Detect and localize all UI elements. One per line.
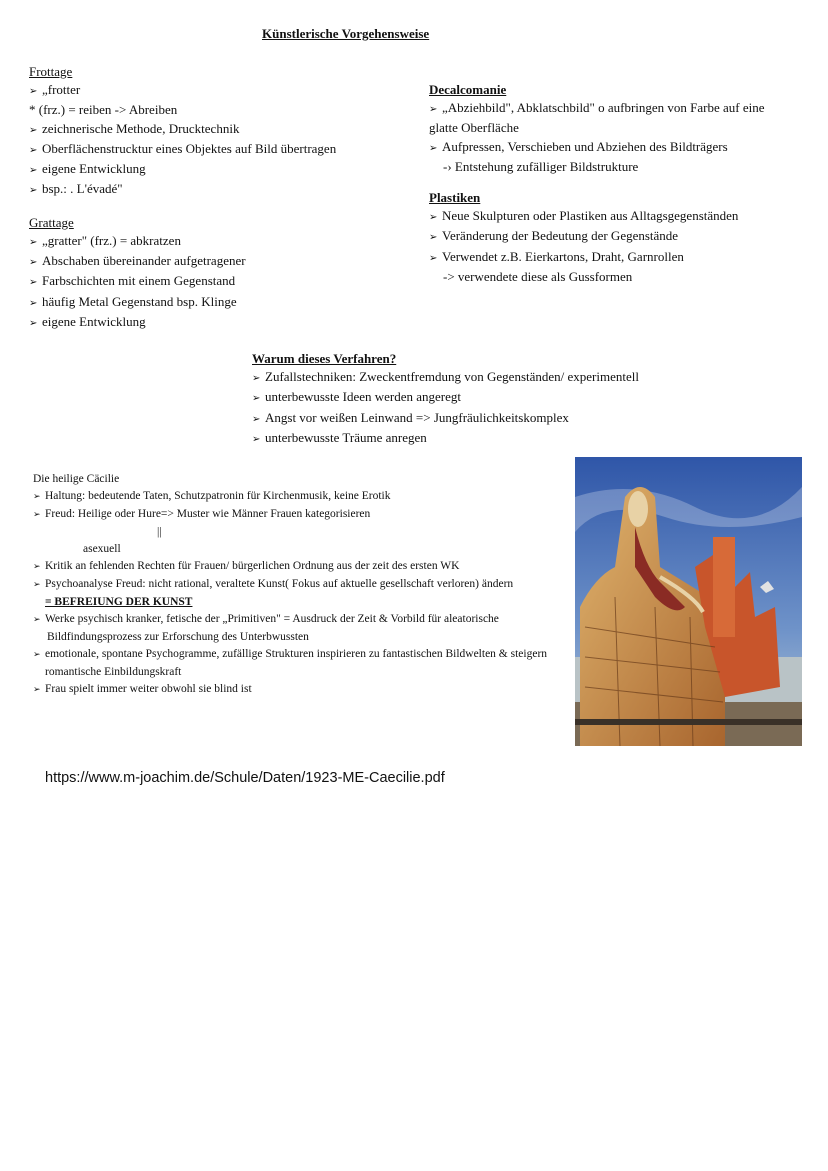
arrow-bullet-icon: ➢ [429,212,438,224]
list-item [429,158,809,176]
list-item [252,409,639,429]
painting-image [575,457,802,746]
list-item [29,272,409,292]
asexuell-label: asexuell [83,543,121,555]
arrow-bullet-icon: ➢ [252,413,261,425]
list-item: ➢ Freud: Heilige oder Hure=> Muster wie Männer Frauen kategorisieren [33,506,563,524]
list-item-text: Abschaben übereinander aufgetragener [42,253,246,269]
list-item: ➢ Werke psychisch kranker, fetische der „Primitiven" = Ausdruck der Zeit & Vorbild für aleatorische [33,611,563,629]
list-item [29,252,409,272]
page-title: Künstlerische Vorgehensweise [262,26,430,41]
why-heading: Warum dieses Verfahren? [252,351,397,366]
left-column [29,64,409,333]
arrow-bullet-icon: ➢ [29,317,38,329]
list-item-text: eigene Entwicklung [42,161,146,177]
arrow-bullet-icon: ➢ [29,144,38,156]
list-item-text: unterbewusste Ideen werden angeregt [265,389,461,405]
list-item-text: Neue Skulpturen oder Plastiken aus Alltagsgegenständen [442,208,739,224]
list-item-text: Veränderung der Bedeutung der Gegenstände [442,228,679,244]
grattage-heading: Grattage [29,214,74,230]
list-item-text: unterbewusste Träume anregen [265,429,427,445]
list-item [29,140,409,160]
arrow-bullet-icon: ➢ [429,104,438,115]
list-item-text: Angst vor weißen Leinwand => Jungfräulichkeitskomplex [265,409,569,425]
list-item-text: „Abziehbild", Abklatschbild" o aufbringen von Farbe auf eine [442,100,765,115]
plastiken-heading: Plastiken [429,190,481,206]
arrow-bullet-icon: ➢ [29,236,38,248]
list-item-text: „gratter" (frz.) = abkratzen [42,232,181,248]
list-item: ➢ emotionale, spontane Psychogramme, zufällige Strukturen inspirieren zu fantastischen Bildwelten & steigern [33,646,563,664]
list-item: ➢ Frau spielt immer weiter obwohl sie blind ist [33,681,563,699]
list-item [29,120,409,140]
frottage-heading: Frottage [29,64,73,79]
list-item [429,227,809,247]
list-item [252,388,639,408]
frottage-list [29,81,409,201]
list-item [252,368,639,388]
list-item-continuation: Bildfindungsprozess zur Erforschung des Unterbwussten [47,631,309,643]
list-item [29,293,409,313]
list-item [429,138,809,158]
list-item [429,207,809,227]
arrow-bullet-icon: ➢ [33,510,41,520]
caecilia-heading: Die heilige Cäcilie [33,473,120,485]
list-item: ➢ Kritik an fehlenden Rechten für Frauen/ bürgerlichen Ordnung aus der zeit des ersten WK [33,558,563,576]
arrow-bullet-icon: ➢ [429,232,438,244]
list-item-text: Aufpressen, Verschieben und Abziehen des Bildträgers [442,138,728,154]
arrow-bullet-icon: ➢ [252,433,261,445]
arrow-bullet-icon: ➢ [29,297,38,309]
caecilia-painting [575,457,802,746]
plastiken-list [429,207,809,286]
list-item [429,99,809,119]
list-item: ➢ Haltung: bedeutende Taten, Schutzpatronin für Kirchenmusik, keine Erotik [33,488,563,506]
grattage-list [29,232,409,333]
list-item-text: glatte Oberfläche [429,120,519,136]
arrow-bullet-icon: ➢ [33,685,41,695]
why-list [252,368,639,449]
arrow-bullet-icon: ➢ [429,142,438,154]
arrow-bullet-icon: ➢ [29,185,38,197]
list-item-text: -› Entstehung zufälliger Bildstrukture [443,158,639,174]
list-item: ➢ Psychoanalyse Freud: nicht rational, veraltete Kunst( Fokus auf aktuelle gesellschaft verloren) ändern [33,576,563,594]
list-item [29,180,409,200]
why-section [252,351,639,449]
decalcomanie-heading: Decalcomanie [429,82,507,97]
arrow-bullet-icon: ➢ [29,165,38,177]
list-item-text: häufig Metal Gegenstand bsp. Klinge [42,293,237,309]
list-item [29,313,409,333]
arrow-bullet-icon: ➢ [29,277,38,289]
list-item-text: Zufallstechniken: Zweckentfremdung von Gegenständen/ experimentell [265,369,639,384]
list-item-text: eigene Entwicklung [42,313,146,329]
equivalence-mark: || [157,526,162,538]
list-item-text: „frotter [42,82,81,97]
arrow-bullet-icon: ➢ [33,650,41,660]
list-item-text: -> verwendete diese als Gussformen [443,269,633,285]
list-item [429,119,809,137]
list-item-text: * (frz.) = reiben -> Abreiben [29,102,178,118]
list-item [429,268,809,286]
arrow-bullet-icon: ➢ [33,492,41,502]
list-item [429,248,809,268]
arrow-bullet-icon: ➢ [33,615,41,625]
arrow-bullet-icon: ➢ [29,124,38,136]
list-item-text: Verwendet z.B. Eierkartons, Draht, Garnrollen [442,248,684,264]
arrow-bullet-icon: ➢ [29,86,38,97]
source-link[interactable]: https://www.m-joachim.de/Schule/Daten/1923-ME-Caecilie.pdf [45,770,445,786]
list-item [29,232,409,252]
arrow-bullet-icon: ➢ [429,252,438,264]
caecilia-section [33,471,563,699]
arrow-bullet-icon: ➢ [33,562,41,572]
befreiung-label: = BEFREIUNG DER KUNST [45,596,193,608]
list-item [29,160,409,180]
list-item-text: Farbschichten mit einem Gegenstand [42,273,236,289]
list-item-text: Oberflächenstrucktur eines Objektes auf Bild übertragen [42,140,337,156]
right-column [429,82,809,286]
list-item-text: bsp.: . L'évadé" [42,181,123,197]
arrow-bullet-icon: ➢ [29,257,38,269]
decalcomanie-list [429,99,809,176]
arrow-bullet-icon: ➢ [252,393,261,405]
list-item [29,101,409,119]
arrow-bullet-icon: ➢ [33,580,41,590]
list-item-text: zeichnerische Methode, Drucktechnik [42,120,240,136]
arrow-bullet-icon: ➢ [252,373,261,384]
list-item [29,81,409,101]
list-item-continuation: romantische Einbildungskraft [45,666,182,678]
list-item [252,429,639,449]
